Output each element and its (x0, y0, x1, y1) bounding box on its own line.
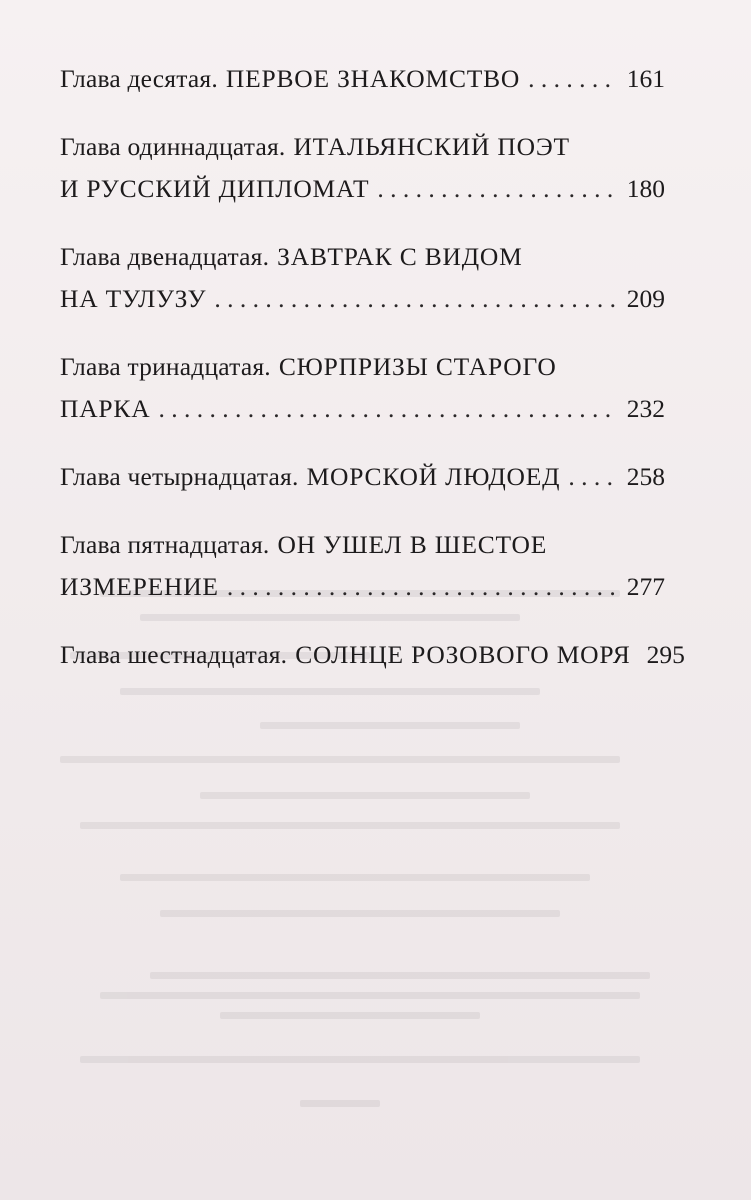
page-number: 232 (626, 394, 665, 423)
chapter-title-continued: ИЗМЕРЕНИЕ (60, 572, 219, 601)
dot-leader (227, 566, 619, 608)
toc-entry-line (60, 168, 665, 210)
chapter-title-continued: ПАРКА (60, 394, 151, 423)
dot-leader (528, 58, 619, 100)
chapter-number: Глава десятая. (60, 64, 218, 93)
chapter-title: ОН УШЕЛ В ШЕСТОЕ (277, 530, 548, 559)
toc-entry-line (60, 388, 665, 430)
chapter-title: ЗАВТРАК С ВИДОМ (277, 242, 523, 271)
dot-leader (214, 278, 618, 320)
toc-entry-line (60, 634, 685, 676)
toc-entry-line (60, 278, 665, 320)
chapter-title-continued: И РУССКИЙ ДИПЛОМАТ (60, 174, 370, 203)
toc-entry (60, 126, 665, 210)
chapter-title: ИТАЛЬЯНСКИЙ ПОЭТ (293, 132, 570, 161)
page-number: 295 (646, 640, 685, 669)
toc-entry (60, 58, 665, 100)
page-number: 209 (626, 284, 665, 313)
chapter-title: МОРСКОЙ ЛЮДОЕД (306, 462, 561, 491)
chapter-title-continued: НА ТУЛУЗУ (60, 284, 207, 313)
toc-entry (60, 456, 665, 498)
toc-entry (60, 634, 685, 676)
chapter-title: ПЕРВОЕ ЗНАКОМСТВО (225, 64, 521, 93)
chapter-number: Глава двенадцатая. (60, 242, 270, 271)
dot-leader (568, 456, 618, 498)
toc-entry (60, 524, 665, 608)
dot-leader (377, 168, 618, 210)
toc-entry (60, 346, 665, 430)
toc-entry-line (60, 456, 665, 498)
table-of-contents (60, 58, 685, 676)
chapter-number: Глава шестнадцатая. (60, 640, 288, 669)
page-number: 161 (626, 64, 665, 93)
chapter-number: Глава тринадцатая. (60, 352, 271, 381)
chapter-number: Глава четырнадцатая. (60, 462, 299, 491)
chapter-number: Глава одиннадцатая. (60, 132, 286, 161)
page-number: 180 (626, 174, 665, 203)
toc-entry-line (60, 58, 665, 100)
toc-entry-line (60, 346, 665, 388)
toc-entry-line (60, 126, 665, 168)
chapter-number: Глава пятнадцатая. (60, 530, 270, 559)
toc-entry (60, 236, 665, 320)
chapter-title: СЮРПРИЗЫ СТАРОГО (278, 352, 557, 381)
toc-entry-line (60, 566, 665, 608)
chapter-title: СОЛНЦЕ РОЗОВОГО МОРЯ (295, 640, 631, 669)
page-number: 277 (626, 572, 665, 601)
page-number: 258 (626, 462, 665, 491)
toc-entry-line (60, 236, 665, 278)
toc-entry-line (60, 524, 665, 566)
dot-leader (158, 388, 618, 430)
